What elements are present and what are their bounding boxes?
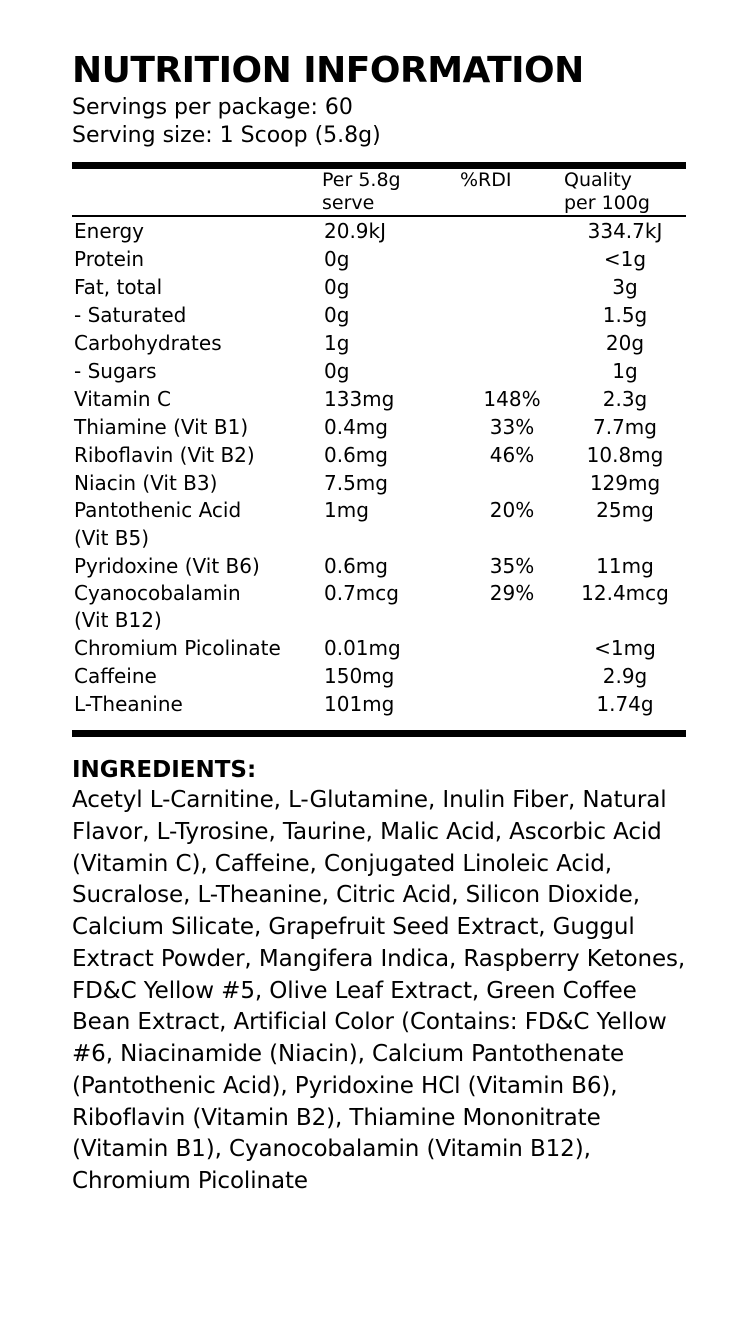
serving-size: Serving size: 1 Scoop (5.8g) xyxy=(72,122,381,148)
cell-nutrient: Chromium Picolinate xyxy=(74,636,281,661)
cell-per-serve: 0g xyxy=(324,247,350,272)
table-bottom-rule xyxy=(72,730,686,737)
cell-rdi xyxy=(460,301,564,329)
cell-rdi: 29% xyxy=(489,580,535,605)
table-top-rule xyxy=(72,162,686,169)
cell-per-100g: <1g xyxy=(603,247,647,272)
cell-rdi xyxy=(460,357,564,385)
cell-nutrient: Pyridoxine (Vit B6) xyxy=(74,553,260,578)
cell-rdi: 46% xyxy=(489,443,535,468)
column-header-nutrient xyxy=(72,169,322,215)
table-row xyxy=(72,245,686,273)
cell-nutrient: Riboflavin (Vit B2) xyxy=(74,443,255,468)
column-header-rdi: %RDI xyxy=(460,169,512,192)
nutrition-label-panel xyxy=(72,52,686,1198)
cell-nutrient: Pantothenic Acid (Vit B5) xyxy=(74,498,242,550)
cell-nutrient: Fat, total xyxy=(74,275,163,300)
table-row xyxy=(72,662,686,690)
cell-per-100g: 11mg xyxy=(596,553,654,578)
cell-per-serve: 1g xyxy=(324,331,350,356)
column-header-per-100g xyxy=(564,169,686,215)
cell-per-100g: 25mg xyxy=(596,498,654,523)
cell-per-serve: 0.6mg xyxy=(324,553,388,578)
nutrition-table xyxy=(72,169,686,215)
cell-rdi: 20% xyxy=(489,498,535,523)
column-header-per-serve xyxy=(322,169,460,215)
column-header-per-serve-line1: Per 5.8g xyxy=(322,169,401,192)
table-row xyxy=(72,634,686,662)
cell-per-serve: 0.4mg xyxy=(324,415,388,440)
table-row xyxy=(72,497,686,551)
cell-nutrient: Protein xyxy=(74,247,145,272)
cell-nutrient: Energy xyxy=(74,219,145,244)
cell-rdi xyxy=(460,329,564,357)
table-row xyxy=(72,217,686,245)
cell-nutrient: Vitamin C xyxy=(74,387,171,412)
cell-nutrient: Caffeine xyxy=(74,664,157,689)
nutrition-table-body-wrapper xyxy=(72,217,686,718)
page-title: NUTRITION INFORMATION xyxy=(72,50,584,91)
cell-nutrient: Carbohydrates xyxy=(74,331,222,356)
table-row xyxy=(72,385,686,413)
cell-per-serve: 0.7mcg xyxy=(324,580,399,605)
cell-nutrient: Thiamine (Vit B1) xyxy=(74,415,249,440)
column-header-per-serve-line2: serve xyxy=(322,192,375,215)
cell-per-100g: 1.5g xyxy=(602,303,648,328)
cell-per-serve: 150mg xyxy=(324,664,395,689)
table-row xyxy=(72,357,686,385)
table-row xyxy=(72,580,686,634)
cell-rdi: 35% xyxy=(489,553,535,578)
cell-nutrient: - Saturated xyxy=(74,303,187,328)
cell-per-serve: 0.6mg xyxy=(324,443,388,468)
ingredients-heading: INGREDIENTS: xyxy=(72,757,257,784)
cell-per-serve: 101mg xyxy=(324,692,395,717)
cell-per-100g: 1g xyxy=(612,359,638,384)
cell-per-100g: 2.3g xyxy=(602,387,648,412)
table-row xyxy=(72,441,686,469)
cell-per-100g: 129mg xyxy=(589,471,661,496)
cell-rdi xyxy=(460,217,564,245)
cell-rdi xyxy=(460,273,564,301)
cell-per-serve: 0g xyxy=(324,303,350,328)
cell-nutrient: Niacin (Vit B3) xyxy=(74,471,218,496)
table-row xyxy=(72,413,686,441)
cell-rdi xyxy=(460,634,564,662)
table-row xyxy=(72,329,686,357)
cell-rdi xyxy=(460,245,564,273)
cell-per-100g: 7.7mg xyxy=(593,415,657,440)
ingredients-text: Acetyl L-Carnitine, L-Glutamine, Inulin Fiber, Natural Flavor, L-Tyrosine, Taurine, Malic Acid, Ascorbic Acid (Vitamin C), Caffeine, Conjugated Linoleic Acid, Sucralose, L-Theanine, Citric Acid, Silicon Dioxide, Calcium Silicate, Grapefruit Seed Extract, Guggul Extract Powder, Mangifera Indica, Raspberry Ketones, FD&C Yellow #5, Olive Leaf Extract, Green Coffee Bean Extract, Artificial Color (Contains: FD&C Yellow #6, Niacinamide (Niacin), Calcium Pantothenate (Pantothenic Acid), Pyridoxine HCl (Vitamin B6), Riboflavin (Vitamin B2), Thiamine Mononitrate (Vitamin B1), Cyanocobalamin (Vitamin B12), Chromium Picolinate xyxy=(72,787,686,1195)
cell-per-serve: 0g xyxy=(324,275,350,300)
cell-nutrient: L-Theanine xyxy=(74,692,183,717)
cell-per-100g: 10.8mg xyxy=(586,443,664,468)
cell-per-100g: 1.74g xyxy=(596,692,654,717)
cell-rdi: 148% xyxy=(483,387,541,412)
cell-per-100g: <1mg xyxy=(594,636,656,661)
table-row xyxy=(72,552,686,580)
table-row xyxy=(72,301,686,329)
nutrition-table-header xyxy=(72,169,686,215)
cell-per-serve: 1mg xyxy=(324,498,369,523)
cell-rdi xyxy=(460,469,564,497)
cell-nutrient: - Sugars xyxy=(74,359,157,384)
table-row xyxy=(72,690,686,718)
column-header-per-100g-line1: Quality xyxy=(564,169,632,192)
cell-per-serve: 133mg xyxy=(324,387,395,412)
cell-rdi xyxy=(460,690,564,718)
cell-per-100g: 3g xyxy=(612,275,638,300)
cell-per-serve: 0g xyxy=(324,359,350,384)
cell-per-100g: 2.9g xyxy=(602,664,648,689)
table-row xyxy=(72,273,686,301)
cell-per-100g: 12.4mcg xyxy=(581,580,669,605)
servings-per-package: Servings per package: 60 xyxy=(72,94,353,120)
cell-nutrient: Cyanocobalamin (Vit B12) xyxy=(74,580,241,633)
cell-rdi: 33% xyxy=(489,415,535,440)
cell-per-100g: 20g xyxy=(605,331,645,356)
cell-rdi xyxy=(460,662,564,690)
cell-per-serve: 0.01mg xyxy=(324,636,401,661)
cell-per-100g: 334.7kJ xyxy=(587,219,663,244)
column-header-per-100g-line2: per 100g xyxy=(564,192,650,215)
cell-per-serve: 7.5mg xyxy=(324,471,388,496)
table-row xyxy=(72,469,686,497)
cell-per-serve: 20.9kJ xyxy=(324,219,387,244)
nutrition-table-body xyxy=(72,217,686,718)
